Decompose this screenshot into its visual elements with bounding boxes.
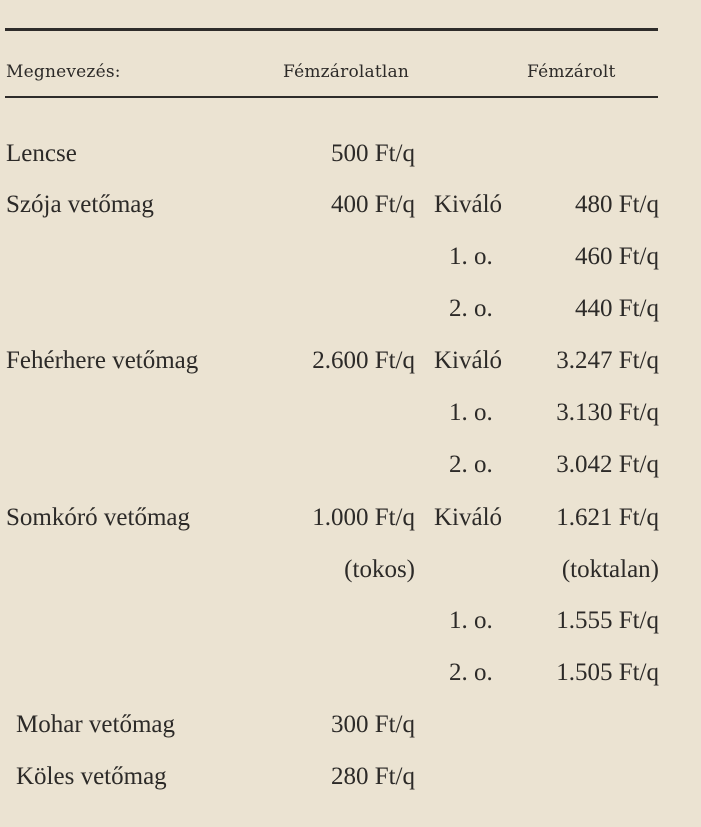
sealed-note: (toktalan) bbox=[561, 556, 659, 583]
grade: 2. o. bbox=[449, 451, 493, 478]
grade: 1. o. bbox=[449, 243, 493, 270]
sealed-price: 480 Ft/q bbox=[574, 191, 659, 218]
grade: 1. o. bbox=[449, 399, 493, 426]
sealed-price: 460 Ft/q bbox=[574, 243, 659, 270]
grade: 2. o. bbox=[449, 659, 493, 686]
sealed-price: 1.621 Ft/q bbox=[556, 504, 659, 531]
table-row bbox=[0, 555, 701, 595]
item-name: Mohar vetőmag bbox=[16, 711, 175, 738]
header-rule bbox=[5, 96, 658, 98]
unsealed-price: 300 Ft/q bbox=[330, 711, 415, 738]
table-row bbox=[0, 190, 701, 230]
unsealed-price: 400 Ft/q bbox=[330, 191, 415, 218]
item-name: Szója vetőmag bbox=[6, 191, 154, 218]
grade: Kiváló bbox=[434, 504, 503, 531]
item-name: Somkóró vetőmag bbox=[6, 504, 191, 531]
sealed-price: 3.042 Ft/q bbox=[556, 451, 659, 478]
table-row bbox=[0, 346, 701, 386]
table-row bbox=[0, 294, 701, 334]
sealed-price: 1.555 Ft/q bbox=[556, 607, 659, 634]
top-rule bbox=[5, 28, 658, 31]
item-name: Fehérhere vetőmag bbox=[6, 347, 199, 374]
header-sealed: Fémzárolt bbox=[527, 62, 616, 82]
header-unsealed: Fémzárolatlan bbox=[283, 62, 410, 82]
sealed-price: 440 Ft/q bbox=[574, 295, 659, 322]
unsealed-price: 2.600 Ft/q bbox=[312, 347, 415, 374]
item-name: Lencse bbox=[6, 140, 77, 167]
grade: 2. o. bbox=[449, 295, 493, 322]
grade: Kiváló bbox=[434, 191, 503, 218]
unsealed-note: (tokos) bbox=[344, 556, 415, 583]
table-row bbox=[0, 606, 701, 646]
unsealed-price: 280 Ft/q bbox=[330, 763, 415, 790]
table-row bbox=[0, 398, 701, 438]
header-name: Megnevezés: bbox=[6, 62, 121, 82]
grade: Kiváló bbox=[434, 347, 503, 374]
table-row bbox=[0, 710, 701, 750]
table-row bbox=[0, 658, 701, 698]
item-name: Köles vetőmag bbox=[16, 763, 167, 790]
sealed-price: 3.247 Ft/q bbox=[556, 347, 659, 374]
unsealed-price: 1.000 Ft/q bbox=[312, 504, 415, 531]
sealed-price: 3.130 Ft/q bbox=[556, 399, 659, 426]
table-row bbox=[0, 242, 701, 282]
table-row bbox=[0, 503, 701, 543]
table-row bbox=[0, 139, 701, 179]
table-row bbox=[0, 762, 701, 802]
grade: 1. o. bbox=[449, 607, 493, 634]
sealed-price: 1.505 Ft/q bbox=[556, 659, 659, 686]
table-row bbox=[0, 450, 701, 490]
unsealed-price: 500 Ft/q bbox=[330, 140, 415, 167]
